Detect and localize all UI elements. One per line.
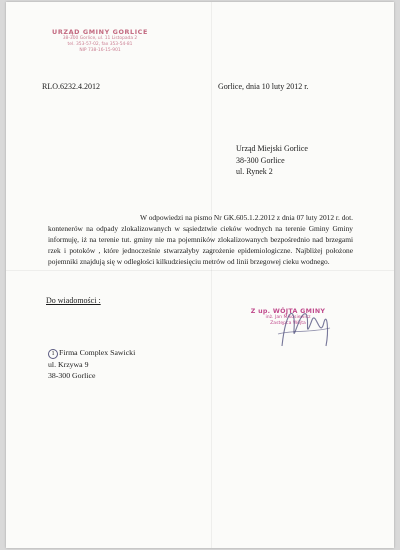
body-text: 2012 r. dot. kontenerów na odpady zlokalizowanych w sąsiedztwie cieków wodnych na terenie Gminy Gminy informuję, iż na terenie tut. gminy nie ma pojemników zlokalizowanych bezpośrednio nad brzegami rzek i potoków , które jednocześnie stwarzałyby zagrożenie epidemiologiczne. Najbliżej położone pojemniki znajdują się w odległości kilkudziesięciu metrów od linii brzegowej cieku wodnego. bbox=[48, 213, 353, 267]
stamp-nip-line: NIP 738-16-15-901 bbox=[79, 48, 121, 53]
cc-item-number: 1 bbox=[48, 349, 58, 359]
fold-line-vertical bbox=[211, 2, 212, 548]
letter-page bbox=[6, 2, 394, 548]
recipient-city: 38-300 Gorlice bbox=[236, 155, 285, 165]
stamp-address-line: 38-300 Gorlice, ul. 11 Listopada 2 bbox=[62, 36, 138, 41]
cc-item-name-line bbox=[48, 347, 135, 359]
cc-company-name: Firma Complex Sawicki bbox=[59, 348, 136, 357]
recipient-name: Urząd Miejski Gorlice bbox=[236, 144, 308, 153]
signature-stamp-name: inż. Jan Mikosiewicz bbox=[265, 315, 311, 320]
stamp-phone-line: tel. 353-57-02, fax 353-54-81 bbox=[67, 42, 133, 47]
cc-list bbox=[48, 347, 135, 381]
reference-number: RLO.6232.4.2012 bbox=[42, 82, 100, 91]
office-header-stamp bbox=[44, 28, 156, 54]
stamp-title: URZĄD GMINY GORLICE bbox=[52, 28, 148, 36]
recipient-address bbox=[236, 143, 308, 178]
signature-stamp-role: Zastępca Wójta bbox=[270, 321, 306, 327]
cc-label: Do wiadomości : bbox=[46, 296, 101, 305]
cc-company-city: 38-300 Gorlice bbox=[48, 371, 96, 381]
recipient-street: ul. Rynek 2 bbox=[236, 167, 273, 176]
letter-body bbox=[48, 212, 353, 267]
body-first-line: W odpowiedzi na pismo Nr GK.605.1.2.2012 z dnia 07 luty bbox=[140, 213, 318, 222]
fold-line-horizontal bbox=[6, 270, 394, 271]
signature-stamp-title: Z up. WÓJTA GMINY bbox=[250, 308, 326, 315]
cc-company-street: ul. Krzywa 9 bbox=[48, 360, 89, 369]
place-and-date: Gorlice, dnia 10 luty 2012 r. bbox=[218, 82, 309, 91]
handwritten-signature bbox=[274, 300, 334, 355]
